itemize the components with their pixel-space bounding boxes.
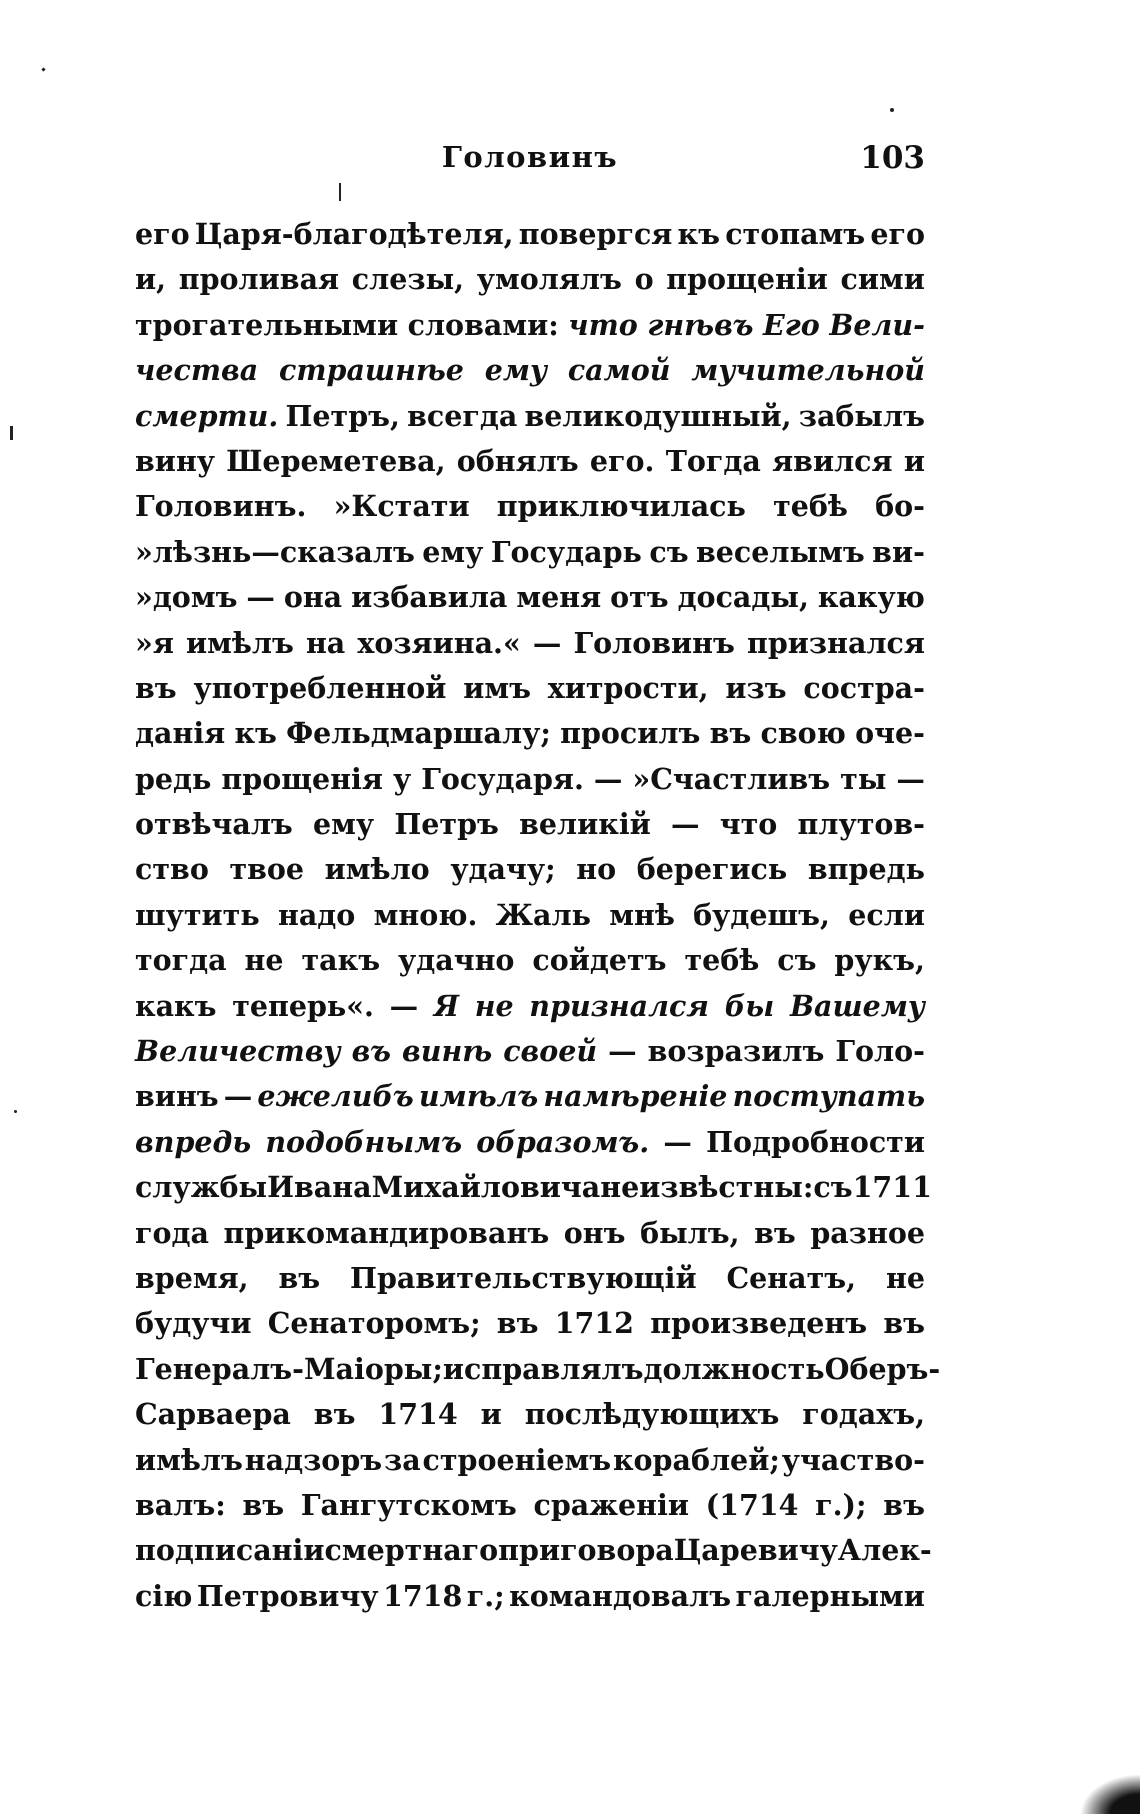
text-line <box>135 1483 925 1528</box>
word: теперь«. <box>232 988 374 1023</box>
word: не <box>885 1260 925 1295</box>
word: Сенатъ, <box>726 1260 857 1295</box>
word: веселымъ <box>696 534 865 569</box>
text-line <box>135 530 925 575</box>
italic-word: поступать <box>732 1079 925 1114</box>
word: повергся <box>518 217 673 251</box>
word: галерными <box>735 1578 925 1613</box>
word: службы <box>135 1170 268 1205</box>
scan-speck <box>10 426 13 440</box>
word: въ <box>883 1306 925 1341</box>
word: Голо- <box>835 1034 925 1069</box>
text-line <box>135 847 925 892</box>
italic-word: Его <box>763 307 820 342</box>
word: забылъ <box>798 398 925 433</box>
word: прощенія <box>221 761 383 796</box>
word: что <box>719 807 778 842</box>
word: данія <box>135 716 226 751</box>
scan-speck <box>339 183 341 201</box>
italic-word: самой <box>567 353 671 388</box>
text-line <box>135 1347 941 1392</box>
text-line <box>135 893 925 938</box>
word: смертнаго <box>324 1533 499 1568</box>
word: хитрости, <box>547 670 709 705</box>
word: въ <box>278 1260 321 1295</box>
word: — <box>389 988 419 1023</box>
word: время, <box>135 1260 249 1295</box>
word: оче- <box>855 716 925 751</box>
word: досады, <box>677 580 809 615</box>
text-line <box>135 1074 925 1119</box>
text-line <box>135 303 925 348</box>
text-line <box>135 621 925 666</box>
text-line <box>135 484 925 529</box>
word: »Кстати <box>333 489 470 524</box>
italic-word: гнѣвъ <box>647 307 754 342</box>
text-line <box>135 1165 932 1210</box>
word: — <box>532 625 562 660</box>
word: ему <box>422 534 484 569</box>
italic-word: признался <box>529 988 709 1023</box>
word: свою <box>760 716 846 751</box>
italic-word: впредь <box>135 1124 252 1159</box>
word: за <box>384 1442 421 1477</box>
word: Правительствующій <box>350 1260 697 1295</box>
word: имѣло <box>324 852 430 887</box>
word: всегда <box>407 398 518 433</box>
word: — <box>593 761 623 796</box>
text-line <box>135 1574 925 1619</box>
italic-word: ему <box>484 353 547 388</box>
word: о <box>634 262 654 297</box>
italic-word: ежелибъ <box>257 1079 414 1114</box>
word: не <box>244 943 284 978</box>
word: употребленной <box>193 670 447 705</box>
word: меня <box>516 580 602 615</box>
word: въ <box>313 1397 356 1432</box>
italic-word: Вашему <box>789 988 925 1023</box>
text-line <box>135 1392 925 1437</box>
word: »лѣзнь—сказалъ <box>135 534 415 569</box>
word: вину <box>135 443 216 478</box>
word: тебѣ <box>773 489 848 524</box>
text-line <box>135 711 925 756</box>
text-line <box>135 394 925 439</box>
word: рукъ, <box>834 943 925 978</box>
text-line <box>135 1528 932 1573</box>
word: съ <box>777 943 817 978</box>
word: произведенъ <box>650 1306 868 1341</box>
word: въ <box>242 1487 285 1522</box>
word: если <box>848 897 925 932</box>
italic-word: въ <box>351 1034 392 1069</box>
text-line <box>135 666 925 711</box>
word: приключилась <box>496 489 746 524</box>
word: Сарваера <box>135 1397 291 1432</box>
word: его. <box>589 443 655 478</box>
word: кораблей; <box>612 1442 780 1477</box>
word: трогательными <box>135 307 399 342</box>
word: винъ <box>135 1079 219 1114</box>
italic-word: имѣлъ <box>418 1079 539 1114</box>
text-line <box>135 212 925 257</box>
text-line <box>135 1029 925 1074</box>
word: Подробности <box>706 1124 925 1159</box>
text-line <box>135 439 925 484</box>
word: такъ <box>301 943 381 978</box>
word: возразилъ <box>647 1034 825 1069</box>
word: приговора <box>498 1533 674 1568</box>
italic-word: Я <box>433 988 459 1023</box>
word: мною. <box>373 897 478 932</box>
word: его <box>135 217 190 251</box>
word: подписаніи <box>135 1533 325 1568</box>
word: Гангутскомъ <box>300 1487 517 1522</box>
word: разное <box>810 1215 925 1250</box>
word: въ <box>709 716 752 751</box>
page-number: 103 <box>860 140 925 176</box>
word: Петръ <box>394 807 499 842</box>
word: къ <box>234 716 277 751</box>
scan-speck <box>14 1110 17 1113</box>
word: надзоръ <box>244 1442 383 1477</box>
word: ство <box>135 852 209 887</box>
word: на <box>305 625 346 660</box>
word: его <box>870 217 925 251</box>
word: прощеніи <box>666 262 828 297</box>
word: Жаль <box>495 897 591 932</box>
word: Михайловича <box>371 1170 601 1205</box>
word: твое <box>229 852 305 887</box>
word: года <box>135 1215 209 1250</box>
word: имѣлъ <box>135 1442 243 1477</box>
word: шутить <box>135 897 260 932</box>
word: впредь <box>807 852 925 887</box>
scan-speck <box>41 67 45 71</box>
word: г.); <box>815 1487 867 1522</box>
word: 1712 <box>554 1306 634 1341</box>
italic-word: подобнымъ <box>265 1124 463 1159</box>
word: въ <box>135 670 177 705</box>
italic-word: образомъ. <box>476 1124 650 1159</box>
word: Генералъ-Маіоры; <box>135 1351 443 1386</box>
word: тебѣ <box>684 943 760 978</box>
text-line <box>135 1211 925 1256</box>
italic-word: не <box>474 988 514 1023</box>
word: обнялъ <box>456 443 579 478</box>
word: къ <box>677 217 720 251</box>
word: признался <box>747 625 925 660</box>
word: Оберъ- <box>824 1351 941 1386</box>
word: — <box>608 1034 637 1069</box>
word: какую <box>817 580 925 615</box>
word: должность <box>643 1351 825 1386</box>
word: Головинъ <box>573 625 735 660</box>
word: будешъ, <box>693 897 830 932</box>
word: — <box>896 761 925 796</box>
word: сію <box>135 1578 193 1613</box>
word: сострa- <box>803 670 925 705</box>
word: — <box>663 1124 692 1159</box>
word: участво- <box>781 1442 925 1477</box>
word: Петровичу <box>196 1578 379 1613</box>
word: въ <box>883 1487 925 1522</box>
word: просилъ <box>560 716 701 751</box>
word: валъ: <box>135 1487 226 1522</box>
word: будучи <box>135 1306 252 1341</box>
word: Государя. <box>421 761 584 796</box>
word: Шереметева, <box>226 443 446 478</box>
word: и <box>480 1397 502 1432</box>
italic-word: Величеству <box>135 1034 341 1069</box>
word: изъ <box>725 670 787 705</box>
running-head: Головинъ <box>441 140 619 174</box>
word: мнѣ <box>609 897 675 932</box>
text-line <box>135 575 925 620</box>
word: (1714 <box>705 1487 799 1522</box>
word: умолялъ <box>476 262 622 297</box>
text-line <box>135 802 925 847</box>
word: проливая <box>178 262 340 297</box>
word: и <box>903 443 925 478</box>
text-line <box>135 984 925 1029</box>
italic-word: винѣ <box>402 1034 493 1069</box>
text-line <box>135 938 925 983</box>
italic-word: своей <box>503 1034 598 1069</box>
word: неизвѣстны: <box>600 1170 814 1205</box>
word: словами: <box>407 307 559 342</box>
word: Ивана <box>267 1170 372 1205</box>
word: Сенаторомъ; <box>267 1306 481 1341</box>
word: у <box>392 761 412 796</box>
italic-word: Вели- <box>829 307 925 342</box>
italic-word: мучительной <box>691 353 925 388</box>
body-text <box>135 212 941 1619</box>
word: послѣдующихъ <box>524 1397 780 1432</box>
word: прикомандированъ <box>223 1215 550 1250</box>
word: — <box>246 580 275 615</box>
page-header <box>135 140 925 190</box>
word: г.; <box>466 1578 505 1613</box>
word: сраженіи <box>533 1487 689 1522</box>
word: онъ <box>563 1215 626 1250</box>
word: »Счастливъ <box>632 761 831 796</box>
word: командовалъ <box>509 1578 732 1613</box>
word: Царевичу <box>673 1533 838 1568</box>
italic-word: страшнѣе <box>279 353 464 388</box>
word: строеніемъ <box>422 1442 612 1477</box>
scan-edge-shadow <box>1080 1774 1140 1814</box>
word: слезы, <box>351 262 465 297</box>
scan-speck <box>890 108 894 112</box>
text-line <box>135 1301 925 1346</box>
italic-word: что <box>568 307 638 342</box>
word: плутов- <box>797 807 925 842</box>
word: 1711 <box>852 1170 932 1205</box>
word: имъ <box>463 670 531 705</box>
word: ви- <box>872 534 925 569</box>
word: она <box>283 580 343 615</box>
word: ему <box>313 807 375 842</box>
word: »я <box>135 625 174 660</box>
text-line <box>135 348 925 393</box>
italic-word: чества <box>135 353 259 388</box>
word: съ <box>813 1170 853 1205</box>
word: сойдетъ <box>532 943 667 978</box>
text-line <box>135 1256 925 1301</box>
word: — <box>671 807 700 842</box>
text-line <box>135 757 925 802</box>
word: Фельдмаршалу; <box>286 716 551 751</box>
word: 1718 <box>383 1578 463 1613</box>
word: удачу; <box>450 852 556 887</box>
word: хозяина.« <box>357 625 521 660</box>
text-line <box>135 257 925 302</box>
italic-word: смерти. <box>135 398 279 433</box>
italic-word: бы <box>724 988 775 1023</box>
word: въ <box>496 1306 539 1341</box>
word: отъ <box>610 580 669 615</box>
word: отвѣчалъ <box>135 807 293 842</box>
word: въ <box>754 1215 796 1250</box>
word: Тогда <box>665 443 761 478</box>
word: съ <box>649 534 689 569</box>
word: Головинъ. <box>135 489 307 524</box>
word: Алек- <box>837 1533 932 1568</box>
word: исправлялъ <box>442 1351 644 1386</box>
word: удачно <box>398 943 515 978</box>
word: но <box>576 852 617 887</box>
word: великій <box>519 807 651 842</box>
word: бо- <box>875 489 925 524</box>
word: великодушный, <box>524 398 792 433</box>
word: сими <box>840 262 925 297</box>
word: редь <box>135 761 212 796</box>
word: тогда <box>135 943 227 978</box>
word: имѣлъ <box>185 625 294 660</box>
word: надо <box>277 897 356 932</box>
word: 1714 <box>378 1397 458 1432</box>
word: годахъ, <box>802 1397 925 1432</box>
italic-word: намѣреніе <box>543 1079 728 1114</box>
word: и, <box>135 262 167 297</box>
word: Царя-благодѣтеля, <box>194 217 514 251</box>
word: явился <box>772 443 893 478</box>
word: избавила <box>351 580 508 615</box>
text-line <box>135 1438 925 1483</box>
word: Петръ, <box>285 398 400 433</box>
text-line <box>135 1120 925 1165</box>
word: Государь <box>490 534 642 569</box>
word: ты <box>840 761 887 796</box>
word: стопамъ <box>725 217 866 251</box>
word: — <box>223 1079 253 1114</box>
word: »домъ <box>135 580 238 615</box>
word: былъ, <box>640 1215 740 1250</box>
word: какъ <box>135 988 217 1023</box>
word: берегись <box>636 852 788 887</box>
